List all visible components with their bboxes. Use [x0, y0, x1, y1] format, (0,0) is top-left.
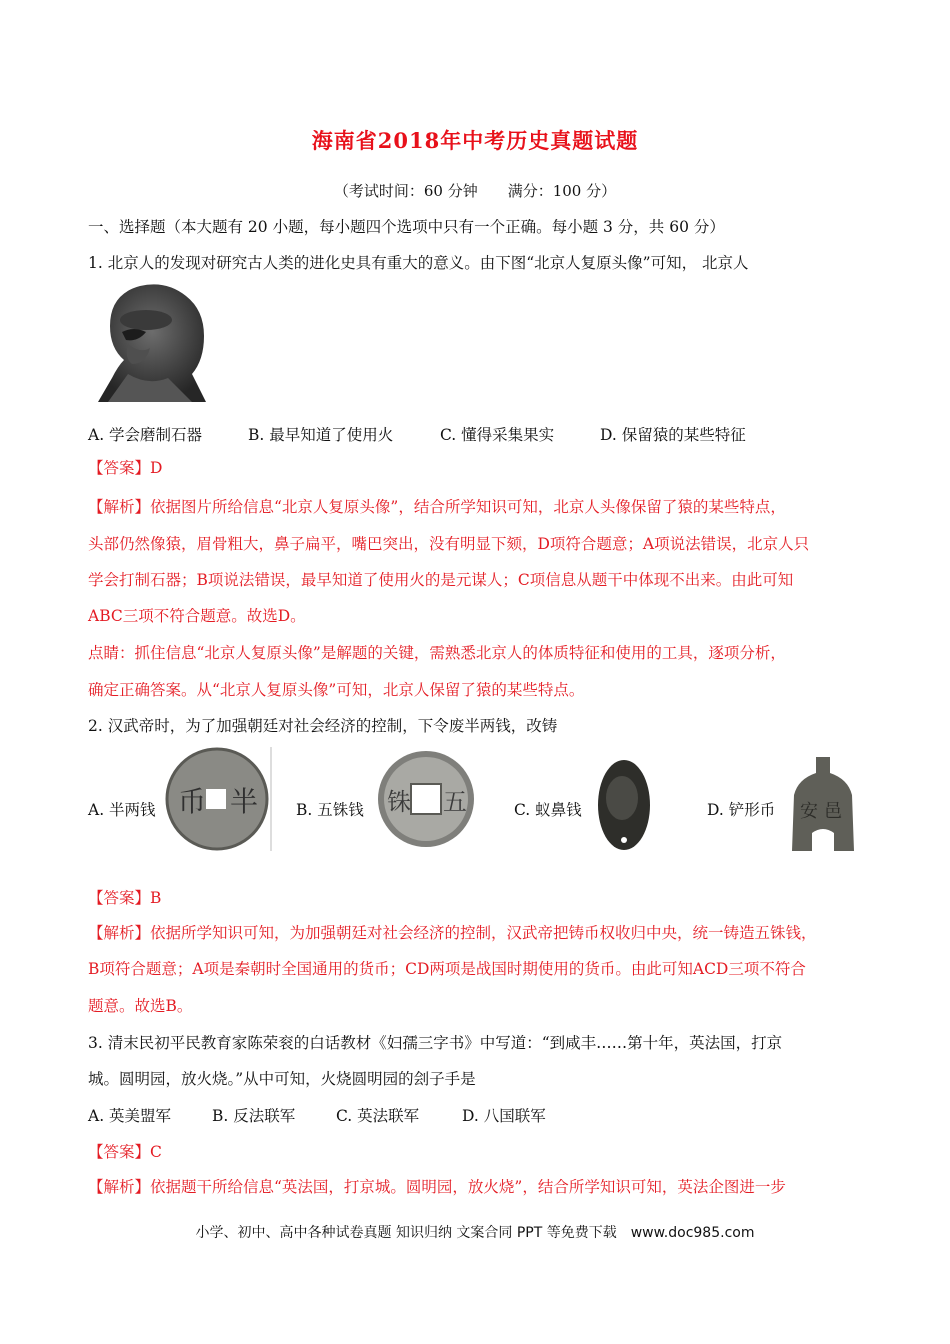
q1-option-a[interactable]: A. 学会磨制石器 — [88, 426, 203, 444]
q1-option-c[interactable]: C. 懂得采集果实 — [440, 426, 555, 444]
q1-option-d[interactable]: D. 保留猿的某些特征 — [600, 426, 746, 444]
q3-option-b[interactable]: B. 反法联军 — [212, 1107, 296, 1125]
q1-analysis-line: 头部仍然像猿，眉骨粗大，鼻子扁平，嘴巴突出，没有明显下颏，D项符合题意；A项说法错误，北京人只 — [88, 535, 810, 553]
ant-nose-coin-image — [596, 758, 652, 852]
q3-option-d[interactable]: D. 八国联军 — [462, 1107, 546, 1125]
q1-analysis-line: ABC三项不符合题意。故选D。 — [88, 607, 306, 625]
page-footer: 小学、初中、高中各种试卷真题 知识归纳 文案合同 PPT 等免费下载 www.doc985.com — [195, 1225, 755, 1241]
q3-stem-line: 城。圆明园，放火烧。”从中可知，火烧圆明园的刽子手是 — [88, 1070, 476, 1088]
q1-analysis-line: 【解析】依据图片所给信息“北京人复原头像”，结合所学知识可知，北京人头像保留了猿的某些特点， — [88, 498, 786, 516]
answer-value: B — [150, 889, 162, 907]
svg-text:邑: 邑 — [824, 801, 842, 822]
banliang-coin-image — [162, 745, 272, 853]
q2-analysis-line: 题意。故选B。 — [88, 997, 193, 1015]
svg-text:半: 半 — [230, 785, 259, 818]
section-header: 一、选择题（本大题有 20 小题，每小题四个选项中只有一个正确。每小题 3 分，共 60 分） — [88, 218, 725, 236]
q1-answer — [88, 457, 162, 479]
spade-coin-image — [790, 755, 856, 853]
q3-option-a[interactable]: A. 英美盟军 — [88, 1107, 172, 1125]
q3-answer — [88, 1141, 162, 1163]
q2-option-b[interactable]: B. 五铢钱 — [296, 801, 364, 819]
svg-text:铢: 铢 — [387, 788, 411, 816]
page-title: 海南省2018年中考历史真题试题 — [311, 128, 639, 153]
q2-analysis-line: B项符合题意；A项是秦朝时全国通用的货币；CD两项是战国时期使用的货币。由此可知ACD三项不符合 — [88, 960, 806, 978]
q1-option-b[interactable]: B. 最早知道了使用火 — [248, 426, 394, 444]
wuzhu-coin-image — [375, 748, 477, 850]
svg-text:币: 币 — [178, 785, 207, 818]
q1-analysis-line: 学会打制石器；B项说法错误，最早知道了使用火的是元谋人；C项信息从题干中体现不出来。由此可知 — [88, 571, 794, 589]
answer-label: 【答案】 — [88, 459, 151, 477]
q1-tip-line: 点睛：抓住信息“北京人复原头像”是解题的关键，需熟悉北京人的体质特征和使用的工具，逐项分析， — [88, 644, 786, 662]
q3-options — [88, 1105, 546, 1127]
q3-analysis-line: 【解析】依据题干所给信息“英法国，打京城。圆明园，放火烧”，结合所学知识可知，英法企图进一步 — [88, 1178, 786, 1196]
answer-value: C — [150, 1143, 162, 1161]
q2-stem: 2. 汉武帝时，为了加强朝廷对社会经济的控制，下令废半两钱，改铸 — [88, 717, 558, 735]
answer-label: 【答案】 — [88, 889, 151, 907]
answer-value: D — [150, 459, 163, 477]
svg-text:安: 安 — [800, 801, 818, 822]
q1-tip-line: 确定正确答案。从“北京人复原头像”可知，北京人保留了猿的某些特点。 — [88, 681, 585, 699]
exam-info: （考试时间：60 分钟 满分：100 分） — [333, 182, 617, 200]
q2-option-c[interactable]: C. 蚁鼻钱 — [514, 801, 582, 819]
q2-option-d[interactable]: D. 铲形币 — [707, 801, 776, 819]
q3-stem-line: 3. 清末民初平民教育家陈荣衮的白话教材《妇孺三字书》中写道：“到咸丰……第十年，英法国，打京 — [88, 1034, 783, 1052]
answer-label: 【答案】 — [88, 1143, 151, 1161]
q3-option-c[interactable]: C. 英法联军 — [336, 1107, 420, 1125]
q2-analysis-line: 【解析】依据所学知识可知，为加强朝廷对社会经济的控制，汉武帝把铸币权收归中央，统一铸造五铢钱， — [88, 924, 817, 942]
q1-options — [88, 424, 746, 446]
q1-stem: 1. 北京人的发现对研究古人类的进化史具有重大的意义。由下图“北京人复原头像”可知， 北京人 — [88, 254, 749, 272]
svg-text:五: 五 — [443, 788, 467, 816]
q2-answer — [88, 887, 161, 909]
peking-man-bust-image — [88, 278, 214, 404]
q2-option-a[interactable]: A. 半两钱 — [88, 801, 156, 819]
